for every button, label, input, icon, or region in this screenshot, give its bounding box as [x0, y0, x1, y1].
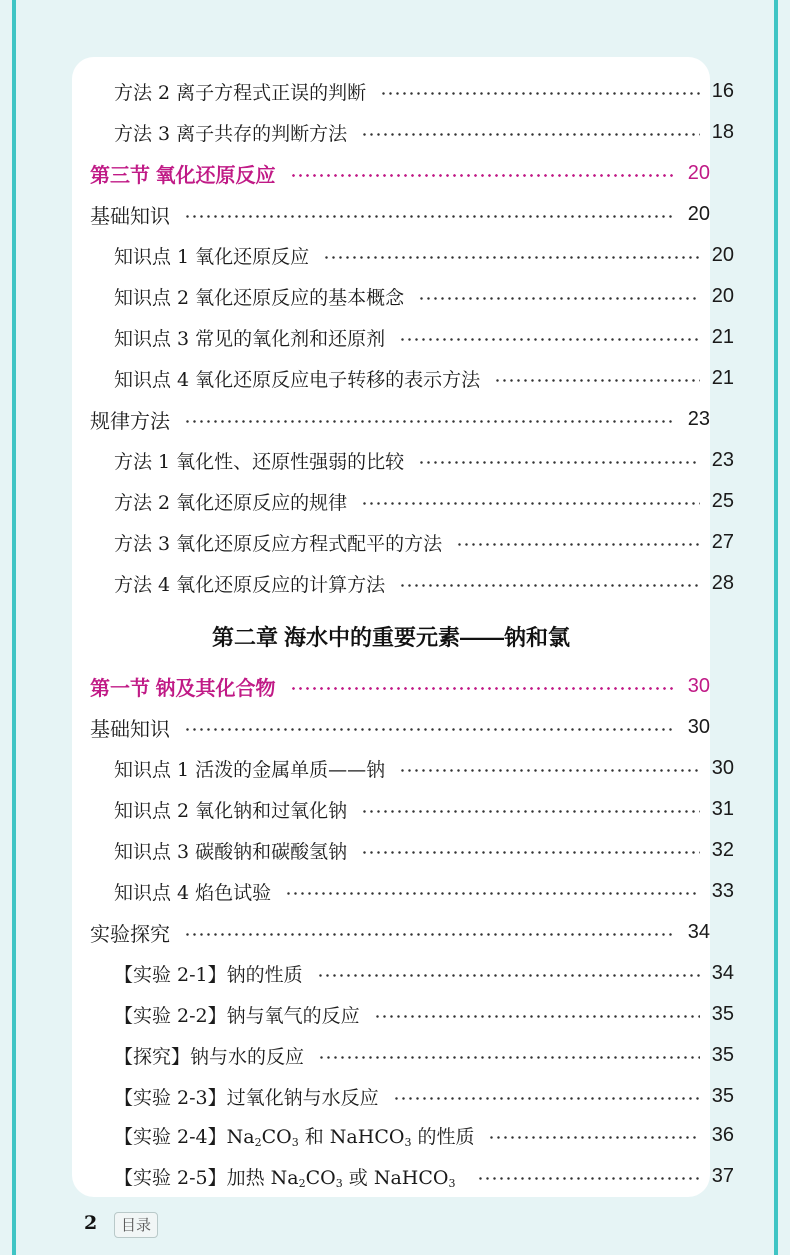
toc-entry-exp[interactable]	[72, 1035, 734, 1076]
toc-page-number: 30	[687, 716, 710, 738]
toc-entry-label: 方法 2 离子方程式正误的判断	[114, 82, 367, 104]
toc-page-number: 25	[711, 490, 734, 512]
dot-leader	[361, 810, 700, 813]
toc-page-number: 32	[711, 839, 734, 861]
toc-entry-label: 知识点 4 氧化还原反应电子转移的表示方法	[114, 369, 481, 391]
toc-entry-item[interactable]	[72, 276, 734, 317]
dot-leader	[290, 687, 676, 690]
toc-page-number: 35	[711, 1085, 734, 1107]
toc-entry-label: 【探究】钠与水的反应	[114, 1046, 305, 1068]
toc-page-number: 20	[711, 244, 734, 266]
dot-leader	[488, 1136, 699, 1139]
toc-entry-exp-2-5[interactable]	[72, 1156, 734, 1197]
toc-entry-label: 知识点 4 焰色试验	[114, 882, 272, 904]
toc-page-number: 21	[711, 326, 734, 348]
toc-entry-exp-2-4[interactable]	[72, 1115, 734, 1156]
footer-page-number: 2	[84, 1212, 98, 1234]
toc-entry-label: 方法 3 氧化还原反应方程式配平的方法	[114, 533, 443, 555]
toc-entry-exp[interactable]	[72, 994, 734, 1035]
dot-leader	[323, 256, 700, 259]
toc-entry-label: 第三节 氧化还原反应	[90, 165, 276, 187]
toc-entry-item[interactable]	[72, 789, 734, 830]
toc-entry-group[interactable]	[72, 399, 710, 440]
toc-page-number: 36	[711, 1124, 734, 1146]
dot-leader	[361, 851, 700, 854]
toc-entry-item[interactable]	[72, 481, 734, 522]
toc-entry-item[interactable]	[72, 522, 734, 563]
toc-entry-label: 知识点 3 碳酸钠和碳酸氢钠	[114, 841, 348, 863]
toc-entry-label: 知识点 2 氧化还原反应的基本概念	[114, 287, 405, 309]
dot-leader	[477, 1177, 699, 1180]
dot-leader	[184, 933, 676, 936]
dot-leader	[374, 1015, 700, 1018]
toc-page-number: 35	[711, 1044, 734, 1066]
toc-page-number: 18	[711, 121, 734, 143]
toc-page-number: 34	[711, 962, 734, 984]
toc-entry-label: 第一节 钠及其化合物	[90, 678, 276, 700]
toc-entry-item[interactable]	[72, 440, 734, 481]
dot-leader	[184, 215, 676, 218]
toc-entry-item[interactable]	[72, 871, 734, 912]
toc-entry-group[interactable]	[72, 912, 710, 953]
dot-leader	[456, 543, 700, 546]
toc-page-number: 16	[711, 80, 734, 102]
dot-leader	[184, 728, 676, 731]
toc-entry-label: 规律方法	[90, 409, 170, 433]
toc-entry-label: 基础知识	[90, 717, 170, 741]
dot-leader	[317, 974, 700, 977]
toc-entry-item[interactable]	[72, 830, 734, 871]
toc-entry-label: 基础知识	[90, 204, 170, 228]
toc-entry-label: 方法 2 氧化还原反应的规律	[114, 492, 348, 514]
dot-leader	[418, 297, 700, 300]
toc-entry-item[interactable]	[72, 563, 734, 604]
toc-page-number: 20	[687, 203, 710, 225]
toc-page-number: 23	[687, 408, 710, 430]
toc-entry-section[interactable]	[72, 153, 710, 194]
dot-leader	[361, 502, 700, 505]
toc-entry-label: 【实验 2-2】钠与氧气的反应	[114, 1005, 360, 1027]
toc-entry-item[interactable]	[72, 317, 734, 358]
toc-entry-label: 知识点 1 活泼的金属单质——钠	[114, 759, 386, 781]
toc-entry-label: 知识点 2 氧化钠和过氧化钠	[114, 800, 348, 822]
toc-page-number: 23	[711, 449, 734, 471]
toc-page-number: 20	[687, 162, 710, 184]
toc-entry-label: 实验探究	[90, 922, 170, 946]
toc-card	[72, 57, 734, 1197]
toc-page-number: 34	[687, 921, 710, 943]
toc-entry-label: 【实验 2-1】钠的性质	[114, 964, 303, 986]
toc-entry-exp[interactable]	[72, 1076, 734, 1117]
toc-entry-item[interactable]	[72, 235, 734, 276]
dot-leader	[184, 420, 676, 423]
toc-entry-label: 知识点 3 常见的氧化剂和还原剂	[114, 328, 386, 350]
toc-page-number: 27	[711, 531, 734, 553]
dot-leader	[318, 1056, 700, 1059]
dot-leader	[418, 461, 700, 464]
toc-entry-item[interactable]	[72, 112, 734, 153]
toc-entry-label: 【实验 2-4】$Na_2CO_3$ 和 NaHCO$_3$ 的性质	[114, 1126, 475, 1149]
dot-leader	[361, 133, 700, 136]
toc-entry-label: 知识点 1 氧化还原反应	[114, 246, 310, 268]
toc-page-number: 33	[711, 880, 734, 902]
toc-entry-label: 方法 3 离子共存的判断方法	[114, 123, 348, 145]
toc-entry-group[interactable]	[72, 194, 710, 235]
dot-leader	[393, 1097, 700, 1100]
toc-page-number: 21	[711, 367, 734, 389]
toc-entry-label: 【实验 2-3】过氧化钠与水反应	[114, 1087, 379, 1109]
dot-leader	[285, 892, 700, 895]
dot-leader	[494, 379, 700, 382]
toc-entry-group[interactable]	[72, 707, 710, 748]
footer-section-tag: 目录	[114, 1212, 158, 1238]
toc-entry-label: 方法 4 氧化还原反应的计算方法	[114, 574, 386, 596]
toc-entry-exp[interactable]	[72, 953, 734, 994]
dot-leader	[399, 584, 700, 587]
toc-entry-item[interactable]	[72, 71, 734, 112]
toc-entry-item[interactable]	[72, 748, 734, 789]
dot-leader	[399, 769, 700, 772]
chapter-title: 第二章 海水中的重要元素——钠和氯	[211, 625, 571, 650]
toc-page-number: 20	[711, 285, 734, 307]
toc-page-number: 35	[711, 1003, 734, 1025]
toc-page-number: 30	[687, 675, 710, 697]
dot-leader	[380, 92, 700, 95]
left-border	[12, 0, 16, 1255]
dot-leader	[290, 174, 676, 177]
dot-leader	[399, 338, 700, 341]
toc-page-number: 31	[711, 798, 734, 820]
toc-page-number: 30	[711, 757, 734, 779]
toc-entry-section[interactable]	[72, 666, 710, 707]
toc-entry-label: 方法 1 氧化性、还原性强弱的比较	[114, 451, 405, 473]
toc-page-number: 28	[711, 572, 734, 594]
right-border	[774, 0, 778, 1255]
toc-entry-item[interactable]	[72, 358, 734, 399]
toc-page-number: 37	[711, 1165, 734, 1187]
toc-entry-label: 【实验 2-5】加热 $Na_2CO_3$ 或 NaHCO$_3$	[114, 1167, 456, 1190]
